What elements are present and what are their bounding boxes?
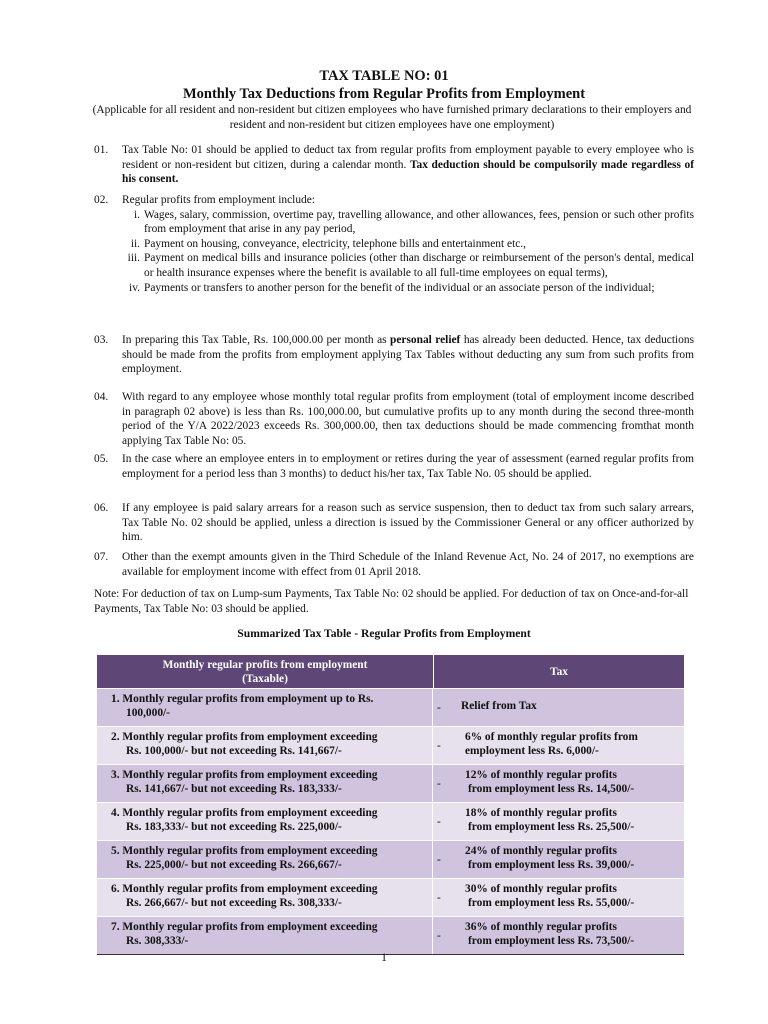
table-header [97, 655, 684, 688]
header-profits-column: Monthly regular profits from employment (Taxable) [97, 655, 434, 688]
applicability-note: (Applicable for all resident and non-resident but citizen employees who have furnished primary declarations to their employers and resident and non-resident but citizen employees have one employment) [92, 104, 692, 131]
document-subtitle: Monthly Tax Deductions from Regular Profits from Employment [182, 86, 586, 102]
paragraph-text: In preparing this Tax Table, Rs. 100,000.00 per month as [122, 334, 391, 346]
paragraph-number: 01. [94, 144, 109, 156]
table-row [97, 802, 684, 840]
tax-cell: - 18% of monthly regular profits from employment less Rs. 25,500/- [437, 807, 635, 833]
profit-bracket-cell: 6. Monthly regular profits from employment exceeding Rs. 266,667/- but not exceeding Rs. 308,333/- [97, 879, 433, 916]
profit-bracket-cell: 4. Monthly regular profits from employment exceeding Rs. 183,333/- but not exceeding Rs. 225,000/- [97, 803, 433, 840]
tax-cell: - 36% of monthly regular profits from employment less Rs. 73,500/- [437, 921, 635, 947]
table-row [97, 916, 684, 954]
tax-cell: - 30% of monthly regular profits from employment less Rs. 55,000/- [437, 883, 635, 909]
paragraph-text: Tax Table No: 01 should be applied to deduct tax from regular profits from employment payable to every employee who is resident or non-resident but citizen, during a calendar month. [122, 144, 694, 171]
list-item: iv. Payments or transfers to another person for the benefit of the individual or an associate person of the individual; [129, 281, 655, 294]
paragraph-number: 07. [94, 551, 109, 563]
paragraph-text-continued: has already been deducted. Hence, tax deductions should be made from the profits from employment applying Tax Tables without deducting any sum from such profits from employment. [122, 334, 694, 376]
paragraph-number: 02. [94, 194, 109, 206]
table-row [97, 764, 684, 802]
sub-list [122, 208, 694, 296]
list-item: i. Wages, salary, commission, overtime pay, travelling allowance, and other allowances, fees, pension or such other profits from employment that arise in any pay period, [133, 208, 694, 236]
list-item: iii. Payment on medical bills and insurance policies (other than discharge or reimbursement of the person's dental, medical or health insurance expenses where the benefit is available to all full-time employees on equal terms), [127, 252, 694, 279]
paragraph-text: If any employee is paid salary arrears for a reason such as service suspension, then to deduct tax from such salary arrears, Tax Table No. 02 should be applied, unless a direction is issued by the Commissioner General or any officer authorized by him. [122, 502, 694, 544]
paragraph-02 [94, 193, 694, 295]
list-item: ii. Payment on housing, conveyance, electricity, telephone bills and entertainment etc., [130, 237, 526, 250]
paragraph-01 [94, 143, 694, 187]
paragraph-05 [94, 452, 694, 481]
paragraph-04 [94, 390, 694, 448]
profit-bracket-cell: 7. Monthly regular profits from employment exceeding Rs. 308,333/- [97, 917, 433, 954]
profit-bracket-cell: 5. Monthly regular profits from employment exceeding Rs. 225,000/- but not exceeding Rs. 266,667/- [97, 841, 433, 878]
page-number: 1 [381, 950, 387, 964]
paragraph-03 [94, 333, 694, 377]
paragraph-07 [94, 550, 694, 579]
table-row [97, 688, 684, 726]
tax-cell: - 24% of monthly regular profits from employment less Rs. 39,000/- [437, 845, 635, 871]
tax-cell: - Relief from Tax [437, 700, 537, 714]
paragraph-text: In the case where an employee enters in to employment or retires during the year of assessment (earned regular profits from employment for a period less than 3 months) to deduct his/her tax, Tax Table No. 05 should be applied. [122, 453, 694, 480]
tax-cell: - 12% of monthly regular profits from employment less Rs. 14,500/- [437, 769, 635, 795]
tax-cell: - 6% of monthly regular profits from employment less Rs. 6,000/- [437, 731, 638, 757]
paragraph-text: Regular profits from employment include: [122, 194, 315, 206]
paragraph-text: With regard to any employee whose monthly total regular profits from employment (total of employment income described in paragraph 02 above) is less than Rs. 100,000.00, but cumulative profits up to any month during the second three-month period of the Y/A 2022/2023 exceeds Rs. 300,000.00, then tax deductions should be made commencing fromthat month applying Tax Table No: 05. [122, 391, 694, 447]
summary-tax-table [97, 655, 684, 955]
profit-bracket-cell: 2. Monthly regular profits from employment exceeding Rs. 100,000/- but not exceeding Rs. 141,667/- [97, 727, 433, 764]
table-row [97, 840, 684, 878]
profit-bracket-cell: 3. Monthly regular profits from employment exceeding Rs. 141,667/- but not exceeding Rs. 183,333/- [97, 765, 433, 802]
paragraph-number: 06. [94, 502, 109, 514]
header-tax-column: Tax [550, 665, 568, 678]
personal-relief-term: personal relief [390, 334, 461, 346]
paragraph-text: Other than the exempt amounts given in the Third Schedule of the Inland Revenue Act, No. 24 of 2017, no exemptions are available for employment income with effect from 01 April 2018. [122, 551, 694, 578]
paragraph-number: 05. [94, 453, 109, 465]
paragraph-number: 03. [94, 334, 109, 346]
paragraph-number: 04. [94, 391, 109, 403]
table-row [97, 726, 684, 764]
profit-bracket-cell: 1. Monthly regular profits from employment up to Rs. 100,000/- [97, 689, 433, 726]
paragraph-06 [94, 501, 694, 545]
note: Note: For deduction of tax on Lump-sum Payments, Tax Table No: 02 should be applied. For deduction of tax on Once-and-for-all Payments, Tax Table No: 03 should be applied. [94, 588, 689, 615]
summary-table-title: Summarized Tax Table - Regular Profits from Employment [237, 627, 531, 640]
paragraph-bold-text: Tax deduction should be compulsorily made regardless of his consent. [122, 158, 694, 186]
table-row [97, 878, 684, 916]
document-title: TAX TABLE NO: 01 [319, 68, 449, 84]
